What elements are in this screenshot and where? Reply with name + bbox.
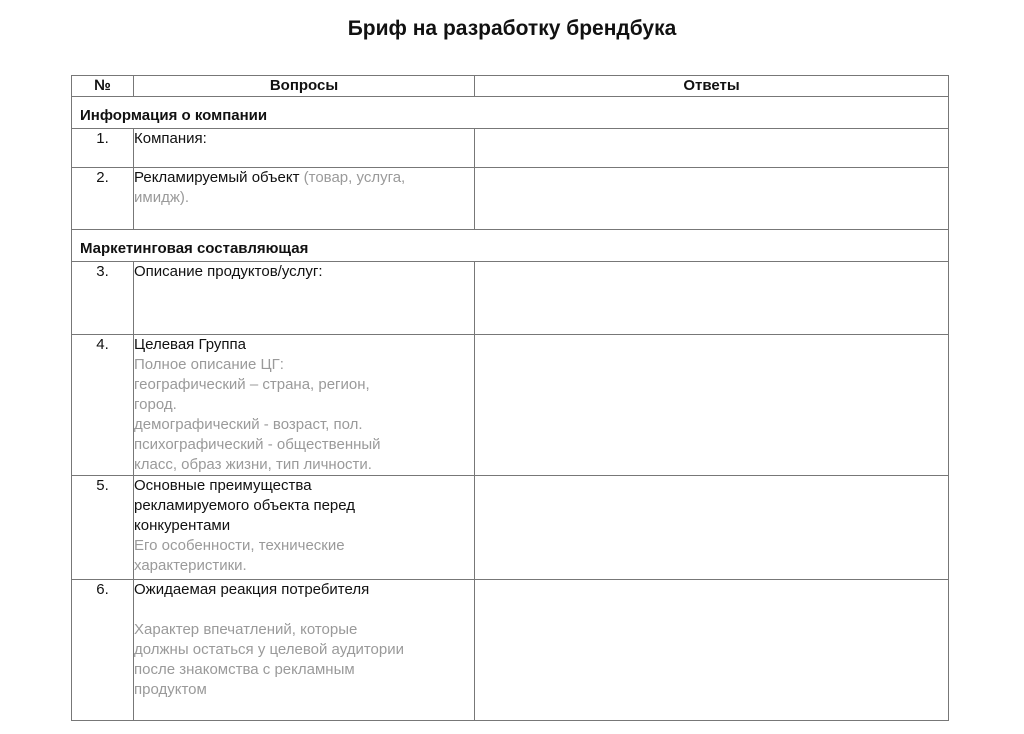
question-text: Основные преимущества xyxy=(134,477,312,494)
table-row xyxy=(72,262,949,335)
question-hint: должны остаться у целевой аудитории xyxy=(134,641,404,658)
question-cell xyxy=(134,335,475,476)
question-hint: после знакомства с рекламным xyxy=(134,661,355,678)
answer-cell[interactable] xyxy=(475,262,949,335)
row-number: 5. xyxy=(72,476,134,580)
question-hint: класс, образ жизни, тип личности. xyxy=(134,456,372,473)
question-text: Компания: xyxy=(134,130,207,147)
question-hint: Полное описание ЦГ: xyxy=(134,356,284,373)
table-row xyxy=(72,580,949,721)
question-hint: Характер впечатлений, которые xyxy=(134,621,358,638)
table-row xyxy=(72,168,949,230)
spacer xyxy=(134,600,474,620)
question-text: Описание продуктов/услуг: xyxy=(134,263,323,280)
answer-cell[interactable] xyxy=(475,129,949,168)
document-title: Бриф на разработку брендбука xyxy=(347,17,677,40)
table-row xyxy=(72,129,949,168)
answer-cell[interactable] xyxy=(475,168,949,230)
question-hint: (товар, услуга, xyxy=(303,169,406,186)
row-number: 3. xyxy=(72,262,134,335)
question-hint: географический – страна, регион, xyxy=(134,376,370,393)
header-num: № xyxy=(72,76,134,97)
answer-cell[interactable] xyxy=(475,335,949,476)
question-cell xyxy=(134,168,475,230)
question-text: Рекламируемый объект xyxy=(134,169,300,186)
table-header-row xyxy=(72,76,949,97)
section-row xyxy=(72,97,949,129)
question-text: Целевая Группа xyxy=(134,336,247,353)
row-number: 6. xyxy=(72,580,134,721)
question-hint: психографический - общественный xyxy=(134,436,381,453)
question-text: рекламируемого объекта перед xyxy=(134,497,356,514)
question-cell xyxy=(134,262,475,335)
question-hint: имидж). xyxy=(134,189,190,206)
section-title: Информация о компании xyxy=(72,97,949,129)
question-cell xyxy=(134,476,475,580)
question-cell xyxy=(134,129,475,168)
answer-cell[interactable] xyxy=(475,580,949,721)
question-hint: демографический - возраст, пол. xyxy=(134,416,363,433)
header-answers: Ответы xyxy=(475,76,949,97)
row-number: 2. xyxy=(72,168,134,230)
table-row xyxy=(72,335,949,476)
question-hint: Его особенности, технические xyxy=(134,537,345,554)
table-row xyxy=(72,476,949,580)
section-title: Маркетинговая составляющая xyxy=(72,230,949,262)
section-row xyxy=(72,230,949,262)
question-text: конкурентами xyxy=(134,517,231,534)
question-text: Ожидаемая реакция потребителя xyxy=(134,581,370,598)
row-number: 1. xyxy=(72,129,134,168)
answer-cell[interactable] xyxy=(475,476,949,580)
brief-table xyxy=(71,75,949,721)
row-number: 4. xyxy=(72,335,134,476)
header-questions: Вопросы xyxy=(134,76,475,97)
question-hint: продуктом xyxy=(134,681,207,698)
question-cell xyxy=(134,580,475,721)
question-hint: характеристики. xyxy=(134,557,247,574)
question-hint: город. xyxy=(134,396,177,413)
